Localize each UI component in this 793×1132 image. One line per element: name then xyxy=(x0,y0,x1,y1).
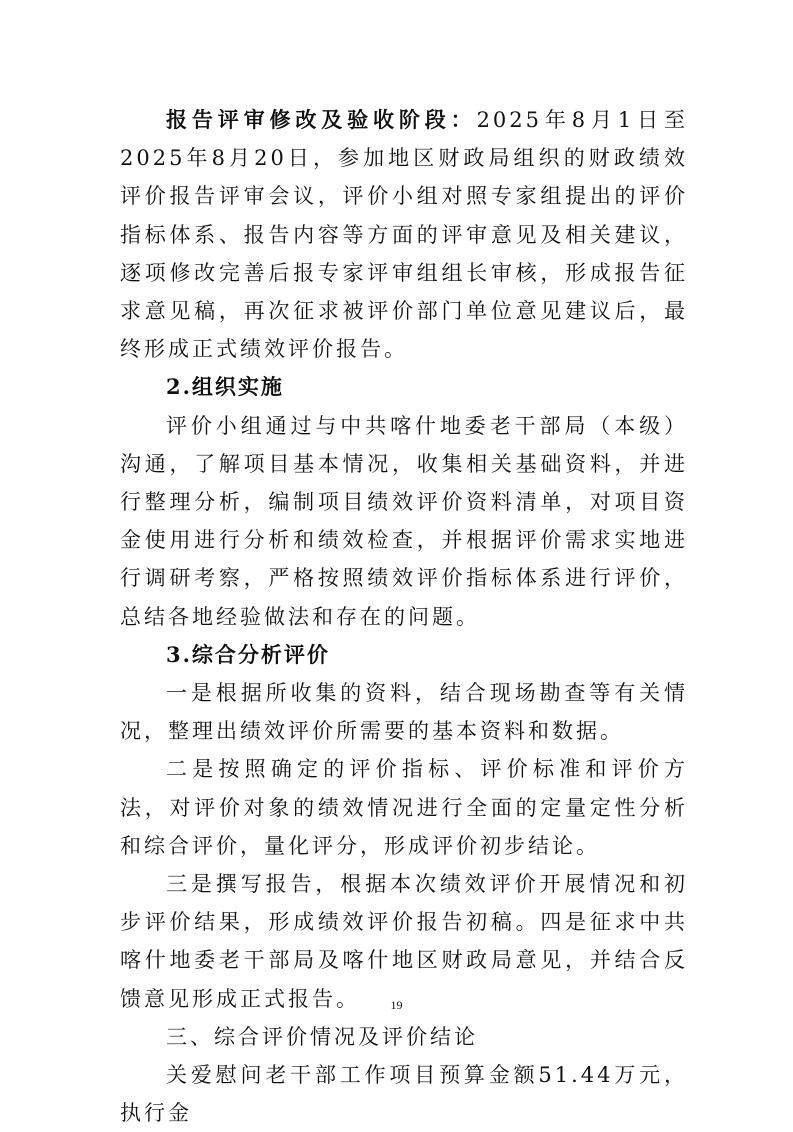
section-heading-organization: 2.组织实施 xyxy=(166,374,284,400)
review-phase-lead: 报告评审修改及验收阶段： xyxy=(166,107,477,132)
organization-paragraph: 评价小组通过与中共喀什地委老干部局（本级）沟通，了解项目基本情况，收集相关基础资料，并进行整理分析，编制项目绩效评价资料清单，对项目资金使用进行分析和绩效检查，并根据评价需求实地进行调研考察，严格按照绩效评价指标体系进行评价，总结各地经验做法和存在的问题。 xyxy=(120,413,688,629)
conclusion-paragraph: 关爱慰问老干部工作项目预算金额51.44万元，执行金 xyxy=(120,1063,688,1126)
analysis-paragraph-1: 一是根据所收集的资料，结合现场勘查等有关情况，整理出绩效评价所需要的基本资料和数据。 xyxy=(120,681,688,744)
document-body xyxy=(120,101,688,1132)
review-phase-text: 2025年8月1日至2025年8月20日，参加地区财政局组织的财政绩效评价报告评审会议，评价小组对照专家组提出的评价指标体系、报告内容等方面的评审意见及相关建议，逐项修改完善后报专家评审组组长审核，形成报告征求意见稿，再次征求被评价部门单位意见建议后，最终形成正式绩效评价报告。 xyxy=(120,108,689,362)
analysis-paragraph-3: 三是撰写报告，根据本次绩效评价开展情况和初步评价结果，形成绩效评价报告初稿。四是征求中共喀什地委老干部局及喀什地区财政局意见，并结合反馈意见形成正式报告。 xyxy=(120,872,688,1011)
page-number: 19 xyxy=(390,998,403,1012)
analysis-paragraph-2: 二是按照确定的评价指标、评价标准和评价方法，对评价对象的绩效情况进行全面的定量定性分析和综合评价，量化评分，形成评价初步结论。 xyxy=(120,757,688,858)
review-phase-paragraph xyxy=(120,101,688,368)
section-heading-analysis: 3.综合分析评价 xyxy=(166,641,330,667)
chapter-heading-conclusion: 三、综合评价情况及评价结论 xyxy=(166,1024,478,1049)
